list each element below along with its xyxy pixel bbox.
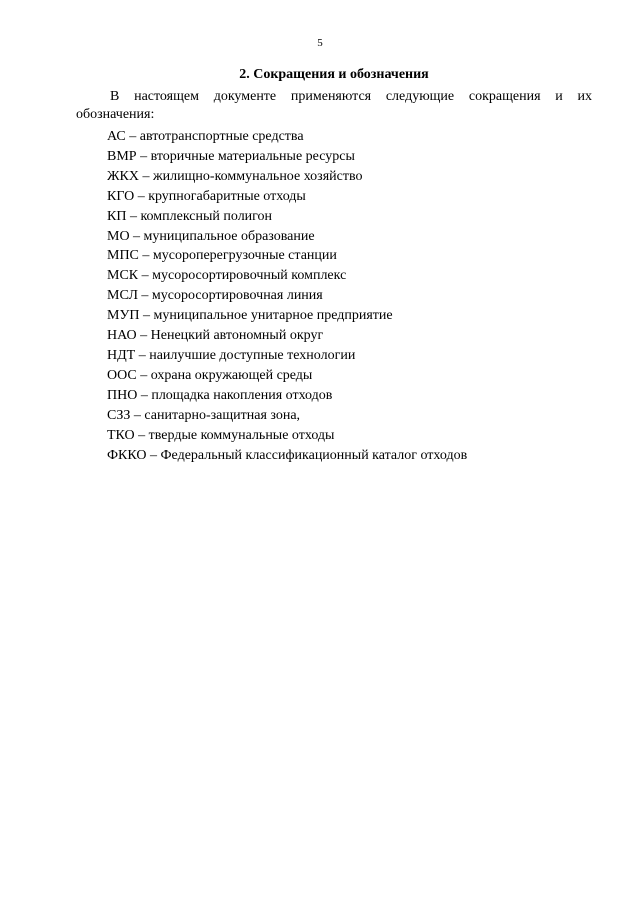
abbreviation-item: АС – автотранспортные средства (107, 129, 304, 144)
abbreviation-item: СЗЗ – санитарно-защитная зона, (107, 407, 301, 423)
abbreviation-list (107, 127, 592, 465)
abbreviation-item: МУП – муниципальное унитарное предприятие (107, 308, 393, 324)
abbreviation-item: ТКО – твердые коммунальные отходы (107, 427, 335, 443)
abbreviation-item: ВМР – вторичные материальные ресурсы (107, 148, 355, 164)
abbreviation-item: КГО – крупногабаритные отходы (107, 188, 306, 204)
abbreviation-item: КП – комплексный полигон (107, 208, 273, 224)
page-number: 5 (317, 37, 323, 49)
abbreviation-item: МСЛ – мусоросортировочная линия (107, 288, 323, 304)
section-title: 2. Сокращения и обозначения (239, 67, 429, 82)
abbreviation-item: НДТ – наилучшие доступные технологии (107, 347, 356, 363)
abbreviation-item: НАО – Ненецкий автономный округ (107, 328, 324, 344)
abbreviation-item: ФККО – Федеральный классификационный каталог отходов (107, 447, 468, 463)
abbreviation-item: МСК – мусоросортировочный комплекс (107, 268, 347, 284)
abbreviation-item: ООС – охрана окружающей среды (107, 367, 313, 383)
abbreviation-item: ПНО – площадка накопления отходов (107, 387, 333, 403)
abbreviation-item: МПС – мусороперегрузочные станции (107, 248, 337, 264)
intro-paragraph: В настоящем документе применяются следующие сокращения и их обозначения: (76, 89, 592, 122)
abbreviation-item: МО – муниципальное образование (107, 228, 315, 244)
abbreviation-item: ЖКХ – жилищно-коммунальное хозяйство (107, 168, 363, 184)
